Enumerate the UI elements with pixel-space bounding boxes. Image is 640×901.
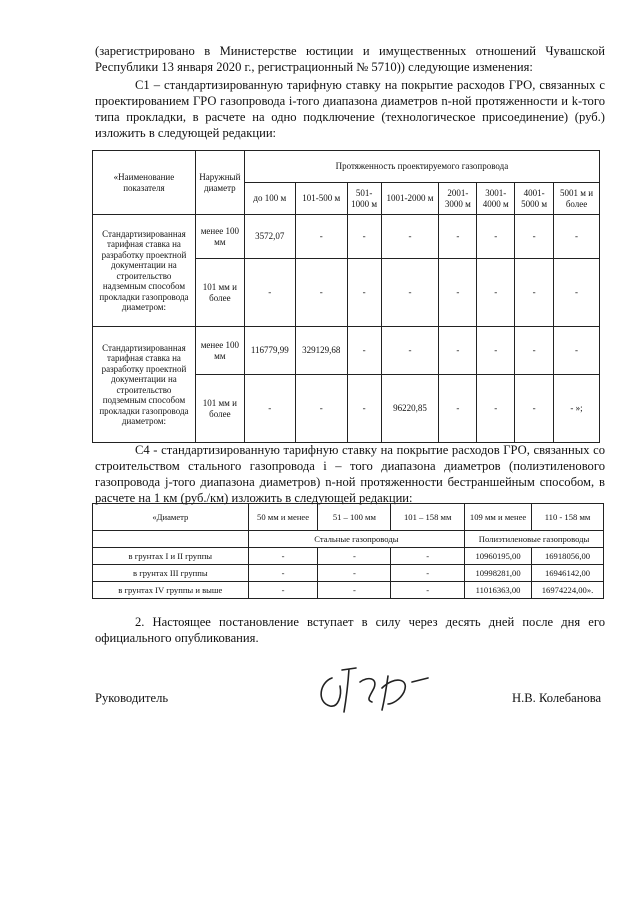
diameter-cell: менее 100 мм — [195, 327, 244, 375]
intro-text: (зарегистрировано в Министерстве юстиции и имущественных отношений Чувашской Республики 13 января 2020 г., регистрационный № 5710)) следующие изменения: — [95, 44, 605, 74]
range-header: до 100 м — [244, 183, 295, 215]
group-name: Стандартизированная тарифная ставка на разработку проектной документации на строительство надземным способом прокладки газопровода диаметром: — [93, 215, 196, 327]
value-cell: - — [515, 375, 554, 443]
range-header: 5001 м и более — [554, 183, 600, 215]
value-cell: - — [347, 327, 381, 375]
point2-text: 2. Настоящее постановление вступает в силу через десять дней после дня его официального опубликования. — [95, 615, 605, 645]
value-cell: - — [318, 582, 391, 599]
value-cell: - — [477, 259, 515, 327]
range-header: 3001-4000 м — [477, 183, 515, 215]
value-cell: 96220,85 — [381, 375, 439, 443]
value-cell: - — [439, 259, 477, 327]
signer-title: Руководитель — [95, 691, 169, 705]
table-row — [93, 215, 600, 259]
c4-paragraph — [95, 442, 605, 506]
value-cell: - — [515, 327, 554, 375]
table-row — [93, 565, 604, 582]
col-header: 50 мм и менее — [248, 504, 318, 531]
value-cell: - — [554, 215, 600, 259]
range-header: 2001-3000 м — [439, 183, 477, 215]
range-header: 101-500 м — [295, 183, 347, 215]
value-cell: - — [391, 565, 465, 582]
value-cell: - — [477, 215, 515, 259]
intro-paragraph — [95, 43, 605, 75]
value-cell: 11016363,00 — [465, 582, 532, 599]
signature-image — [312, 660, 442, 720]
c1-text: С1 – стандартизированную тарифную ставку на покрытие расходов ГРО, связанных с проектированием ГРО газопровода i-того диапазона диаметров n-ной протяженности и k-того типа прокладки, в расчете на одно подключение (технологическое присоединение) (руб.) изложить в следующей редакции: — [95, 78, 605, 140]
value-cell: - — [554, 327, 600, 375]
range-header: 501-1000 м — [347, 183, 381, 215]
design-rates-table — [92, 150, 600, 443]
table-row — [93, 548, 604, 565]
c4-text: С4 - стандартизированную тарифную ставку на покрытие расходов ГРО, связанных со строительством стального газопровода i – того диапазона диаметров (полиэтиленового газопровода j-того диапазона диаметров) n-ной протяженности бестраншейным способом, в расчете на 1 км (руб./км) изложить в следующей редакции: — [95, 443, 605, 505]
diameter-cell: 101 мм и более — [195, 259, 244, 327]
row-label: в грунтах IV группы и выше — [93, 582, 249, 599]
value-cell: - — [295, 259, 347, 327]
value-cell: - — [515, 215, 554, 259]
value-cell: - — [318, 548, 391, 565]
value-cell: 10960195,00 — [465, 548, 532, 565]
value-cell: - — [477, 375, 515, 443]
value-cell: - — [248, 548, 318, 565]
value-cell: - — [244, 375, 295, 443]
table-row — [93, 327, 600, 375]
col-header: 109 мм и менее — [465, 504, 532, 531]
value-cell: - — [381, 327, 439, 375]
value-cell: 16974224,00». — [532, 582, 604, 599]
value-cell: - — [477, 327, 515, 375]
value-cell: 3572,07 — [244, 215, 295, 259]
value-cell: - — [381, 259, 439, 327]
value-cell: - — [515, 259, 554, 327]
value-cell: - — [347, 215, 381, 259]
range-header: 1001-2000 м — [381, 183, 439, 215]
value-cell: 16946142,00 — [532, 565, 604, 582]
header-diameter: Наружный диаметр — [195, 151, 244, 215]
value-cell: - — [295, 375, 347, 443]
value-cell: - — [295, 215, 347, 259]
c1-paragraph — [95, 77, 605, 141]
group-name: Стандартизированная тарифная ставка на разработку проектной документации на строительство подземным способом прокладки газопровода диаметром: — [93, 327, 196, 443]
value-cell: - — [347, 375, 381, 443]
value-cell: - — [439, 327, 477, 375]
table-row — [93, 582, 604, 599]
value-cell: 10998281,00 — [465, 565, 532, 582]
value-cell: - »; — [554, 375, 600, 443]
value-cell: - — [381, 215, 439, 259]
range-header: 4001-5000 м — [515, 183, 554, 215]
poly-group-header: Полиэтиленовые газопроводы — [465, 531, 604, 548]
value-cell: - — [391, 582, 465, 599]
diameter-cell: 101 мм и более — [195, 375, 244, 443]
empty-cell — [93, 531, 249, 548]
value-cell: 329129,68 — [295, 327, 347, 375]
value-cell: - — [347, 259, 381, 327]
signer-name: Н.В. Колебанова — [512, 691, 602, 705]
header-diameter: «Диаметр — [93, 504, 249, 531]
col-header: 110 - 158 мм — [532, 504, 604, 531]
row-label: в грунтах III группы — [93, 565, 249, 582]
header-length: Протяженность проектируемого газопровода — [244, 151, 599, 183]
value-cell: 116779,99 — [244, 327, 295, 375]
point2-paragraph — [95, 614, 605, 646]
value-cell: - — [244, 259, 295, 327]
value-cell: - — [248, 565, 318, 582]
steel-group-header: Стальные газопроводы — [248, 531, 464, 548]
value-cell: 16918056,00 — [532, 548, 604, 565]
value-cell: - — [439, 375, 477, 443]
header-name: «Наименование показателя — [93, 151, 196, 215]
value-cell: - — [318, 565, 391, 582]
value-cell: - — [439, 215, 477, 259]
construction-rates-table — [92, 503, 604, 599]
col-header: 51 – 100 мм — [318, 504, 391, 531]
col-header: 101 – 158 мм — [391, 504, 465, 531]
diameter-cell: менее 100 мм — [195, 215, 244, 259]
value-cell: - — [554, 259, 600, 327]
value-cell: - — [248, 582, 318, 599]
value-cell: - — [391, 548, 465, 565]
row-label: в грунтах I и II группы — [93, 548, 249, 565]
